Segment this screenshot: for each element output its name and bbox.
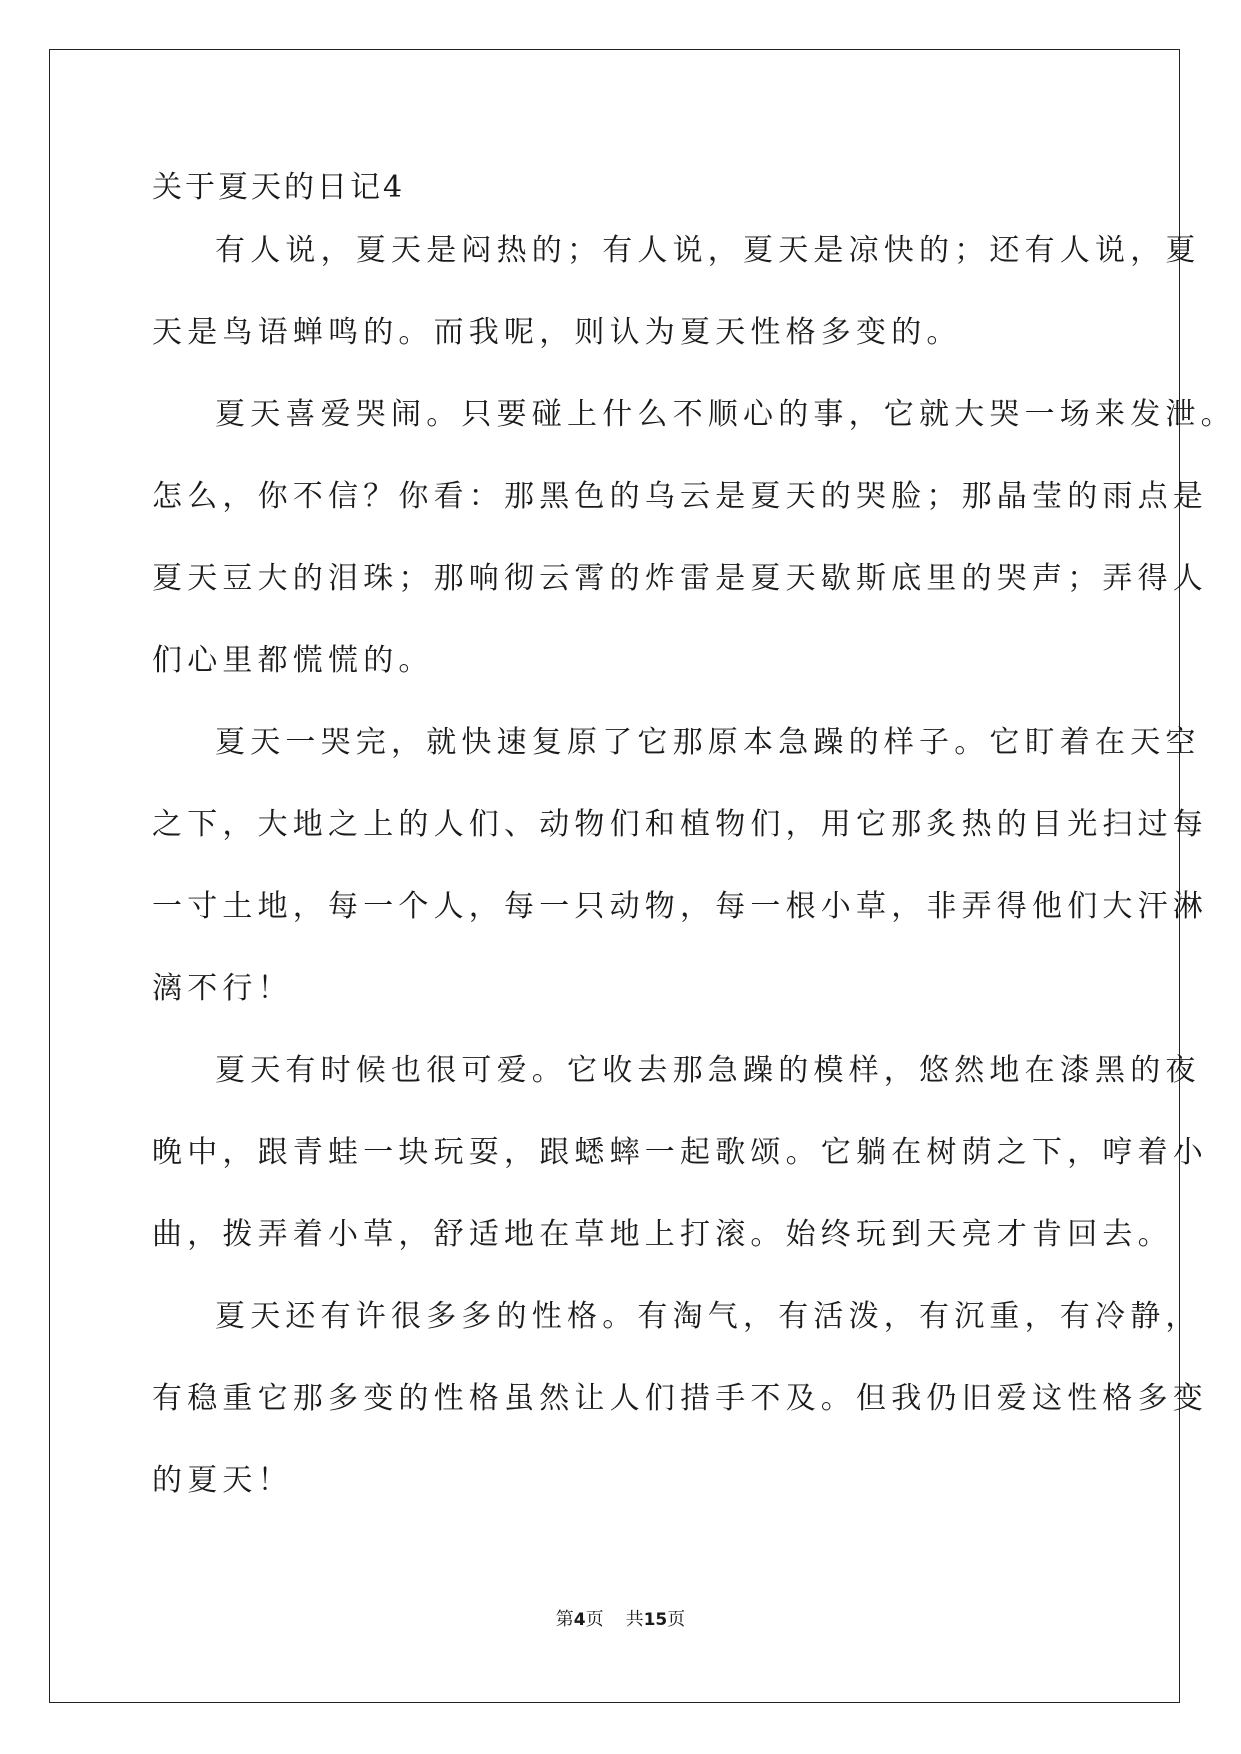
document-title: 关于夏天的日记4: [152, 170, 406, 205]
paragraph-3: [152, 723, 1208, 1051]
paragraph-line: 天是鸟语蝉鸣的。而我呢，则认为夏天性格多变的。: [152, 315, 962, 350]
page-number-current: 4: [573, 1610, 586, 1630]
paragraph-line: 夏天有时候也很可爱。它收去那急躁的模样，悠然地在漆黑的夜: [215, 1053, 1201, 1088]
page-number-suffix: 页: [585, 1609, 604, 1630]
paragraph-line: 一寸土地，每一个人，每一只动物，每一根小草，非弄得他们大汗淋: [152, 889, 1208, 924]
paragraph-line: 夏天豆大的泪珠；那响彻云霄的炸雷是夏天歇斯底里的哭声；弄得人: [152, 561, 1208, 596]
page-number-total: 15: [643, 1610, 668, 1630]
paragraph-line: 夏天还有许很多多的性格。有淘气，有活泼，有沉重，有冷静，: [215, 1299, 1201, 1334]
page-footer: [0, 1608, 1241, 1632]
paragraph-line: 漓不行！: [152, 971, 293, 1006]
paragraph-line: 怎么，你不信？你看：那黑色的乌云是夏天的哭脸；那晶莹的雨点是: [152, 479, 1208, 514]
page-total-suffix: 页: [667, 1609, 686, 1630]
paragraph-4: [152, 1051, 1208, 1297]
paragraph-2: [152, 395, 1236, 723]
paragraph-line: 夏天喜爱哭闹。只要碰上什么不顺心的事，它就大哭一场来发泄。: [215, 397, 1236, 432]
paragraph-line: 夏天一哭完，就快速复原了它那原本急躁的样子。它盯着在天空: [215, 725, 1201, 760]
paragraph-5: [152, 1297, 1208, 1543]
paragraph-line: 曲，拨弄着小草，舒适地在草地上打滚。始终玩到天亮才肯回去。: [152, 1217, 1173, 1252]
page-total-prefix: 共: [625, 1609, 644, 1630]
paragraph-line: 之下，大地之上的人们、动物们和植物们，用它那炙热的目光扫过每: [152, 807, 1208, 842]
paragraph-line: 有稳重它那多变的性格虽然让人们措手不及。但我仍旧爱这性格多变: [152, 1381, 1208, 1416]
paragraph-line: 的夏天！: [152, 1463, 293, 1498]
paragraph-line: 们心里都慌慌的。: [152, 643, 434, 678]
paragraph-line: 有人说，夏天是闷热的；有人说，夏天是凉快的；还有人说，夏: [215, 233, 1201, 268]
paragraph-1: [152, 231, 1201, 395]
paragraph-line: 晚中，跟青蛙一块玩耍，跟蟋蟀一起歌颂。它躺在树荫之下，哼着小: [152, 1135, 1208, 1170]
page-number-prefix: 第: [555, 1609, 574, 1630]
